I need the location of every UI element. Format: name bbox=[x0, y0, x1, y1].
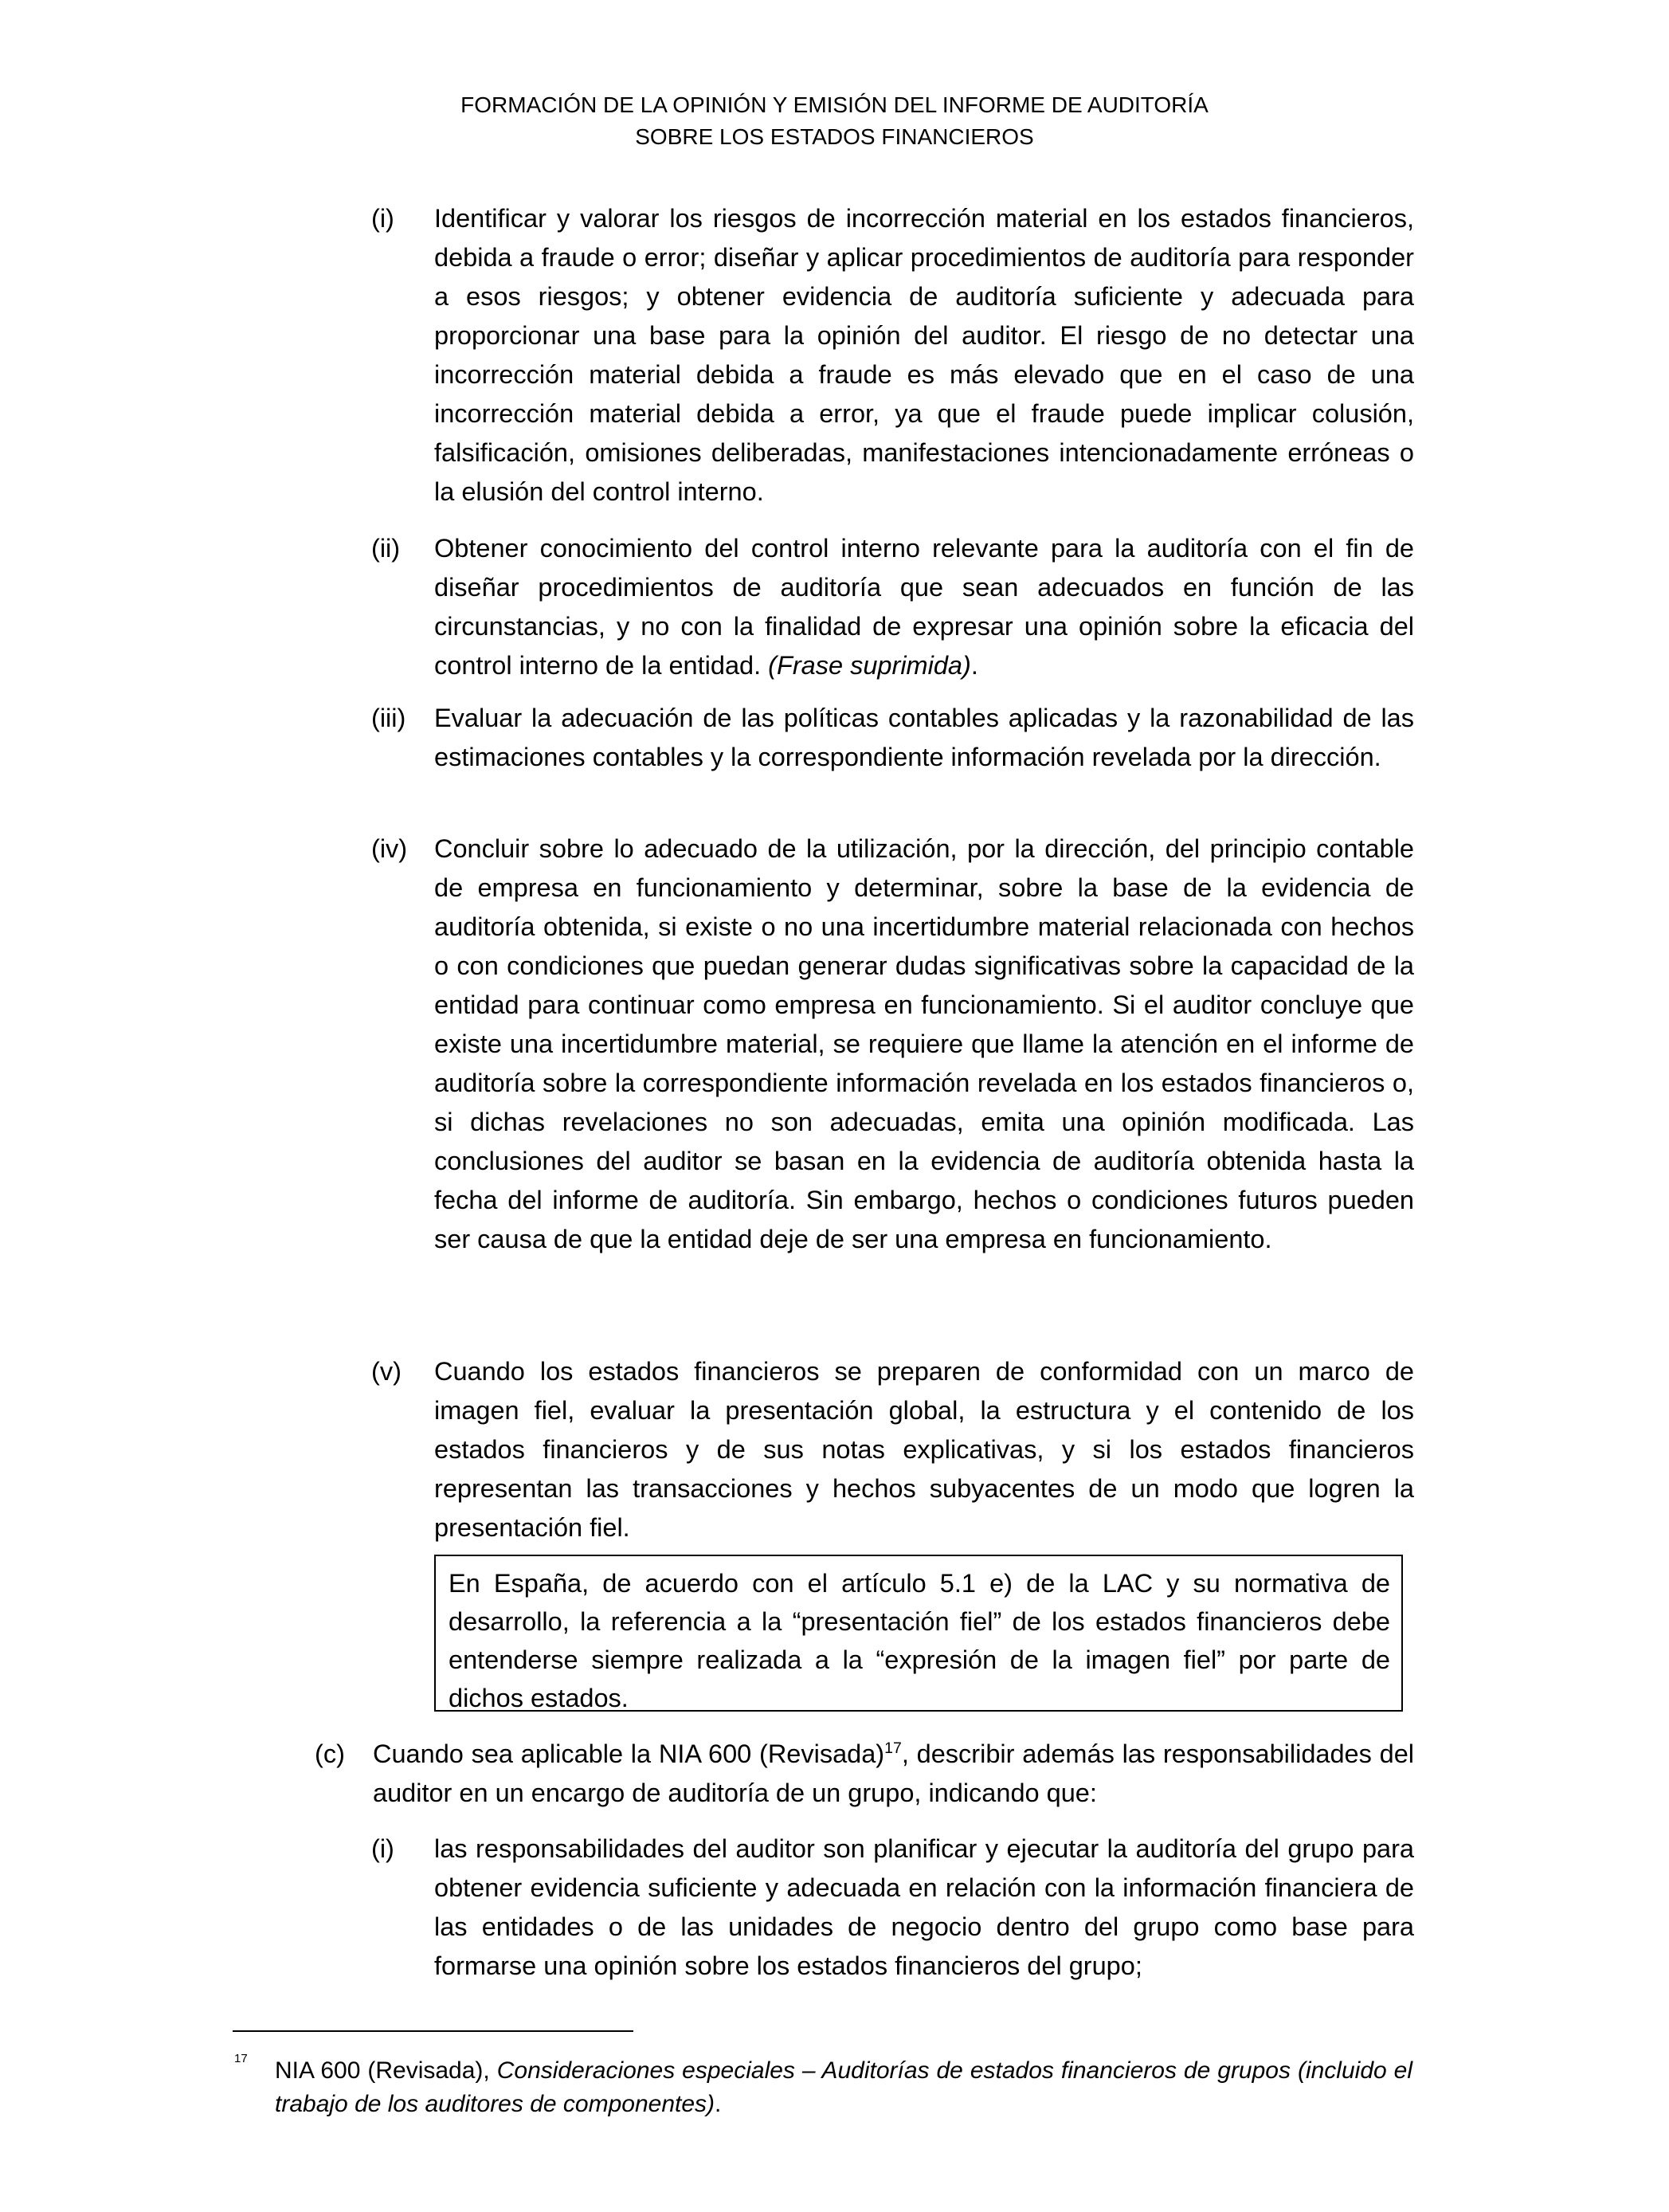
footnote-separator bbox=[233, 2030, 633, 2032]
item-text: Evaluar la adecuación de las políticas contables aplicadas y la razonabilidad de las estimaciones contables y la correspondiente información revelada por la dirección. bbox=[434, 704, 1414, 771]
item-text-main: Obtener conocimiento del control interno relevante para la auditoría con el fin de diseñar procedimientos de auditoría que sean adecuados en función de las circunstancias, y no con la finalidad de expresar una opinión sobre la eficacia del control interno de la entidad. bbox=[434, 534, 1414, 680]
item-number: (c) bbox=[315, 1739, 345, 1768]
item-number: (v) bbox=[371, 1357, 402, 1386]
footnote-text bbox=[275, 2054, 1412, 2121]
item-text: Concluir sobre lo adecuado de la utilización, por la dirección, del principio contable de empresa en funcionamiento y determinar, sobre la base de la evidencia de auditoría obtenida, si existe o no una incertidumbre material relacionada con hechos o con condiciones que puedan generar dudas significativas sobre la capacidad de la entidad para continuar como empresa en funcionamiento. Si el auditor concluye que existe una incertidumbre material, se requiere que llame la atención en el informe de auditoría sobre la correspondiente información revelada en los estados financieros o, si dichas revelaciones no son adecuadas, emita una opinión modificada. Las conclusiones del auditor se basan en la evidencia de auditoría obtenida hasta la fecha del informe de auditoría. Sin embargo, hechos o condiciones futuros pueden ser causa de que la entidad deje de ser una empresa en funcionamiento. bbox=[434, 834, 1414, 1253]
footnote-italic: Consideraciones especiales – Auditorías de estados financieros de grupos (incluido el trabajo de los auditores de componentes) bbox=[275, 2057, 1413, 2117]
item-text: Identificar y valorar los riesgos de incorrección material en los estados financieros, debida a fraude o error; diseñar y aplicar procedimientos de auditoría para responder a esos riesgos; y obtener evidencia de auditoría suficiente y adecuada para proporcionar una base para la opinión del auditor. El riesgo de no detectar una incorrección material debida a fraude es más elevado que en el caso de una incorrección material debida a error, ya que el fraude puede implicar colusión, falsificación, omisiones deliberadas, manifestaciones intencionadamente erróneas o la elusión del control interno. bbox=[434, 204, 1414, 506]
item-text-end: . bbox=[970, 651, 978, 680]
item-text-italic: (Frase suprimida) bbox=[768, 651, 971, 680]
item-text: Cuando los estados financieros se preparen de conformidad con un marco de imagen fiel, evaluar la presentación global, la estructura y el contenido de los estados financieros y de sus notas explicativas, y si los estados financieros representan las transacciones y hechos subyacentes de un modo que logren la presentación fiel. bbox=[434, 1357, 1414, 1542]
item-text-before: Cuando sea aplicable la NIA 600 (Revisada) bbox=[373, 1739, 885, 1768]
item-number: (i) bbox=[371, 1834, 394, 1863]
note-text: En España, de acuerdo con el artículo 5.1 e) de la LAC y su normativa de desarrollo, la referencia a la “presentación fiel” de los estados financieros debe entenderse siempre realizada a la “expresión de la imagen fiel” por parte de dichos estados. bbox=[449, 1569, 1390, 1712]
item-number: (iv) bbox=[371, 834, 408, 863]
item-number: (ii) bbox=[371, 534, 401, 563]
item-text: las responsabilidades del auditor son planificar y ejecutar la auditoría del grupo para obtener evidencia suficiente y adecuada en relación con la información financiera de las entidades o de las unidades de negocio dentro del grupo como base para formarse una opinión sobre los estados financieros del grupo; bbox=[434, 1834, 1414, 1980]
footnote-number: 17 bbox=[234, 2052, 248, 2065]
item-number: (iii) bbox=[371, 704, 406, 732]
footnote-reference: 17 bbox=[884, 1739, 902, 1758]
item-number: (i) bbox=[371, 204, 394, 233]
spain-note-box bbox=[434, 1555, 1403, 1712]
footnote-end: . bbox=[715, 2091, 722, 2117]
footnote-lead: NIA 600 (Revisada), bbox=[275, 2057, 490, 2084]
item-text bbox=[434, 529, 1414, 685]
item-text-after: , describir además las responsabilidades del auditor en un encargo de auditoría de un grupo, indicando que: bbox=[373, 1739, 1415, 1807]
item-text bbox=[373, 1735, 1414, 1813]
header-line-2: SOBRE LOS ESTADOS FINANCIEROS bbox=[635, 124, 1034, 149]
page-header bbox=[0, 89, 1669, 153]
header-line-1: FORMACIÓN DE LA OPINIÓN Y EMISIÓN DEL INFORME DE AUDITORÍA bbox=[460, 92, 1209, 117]
